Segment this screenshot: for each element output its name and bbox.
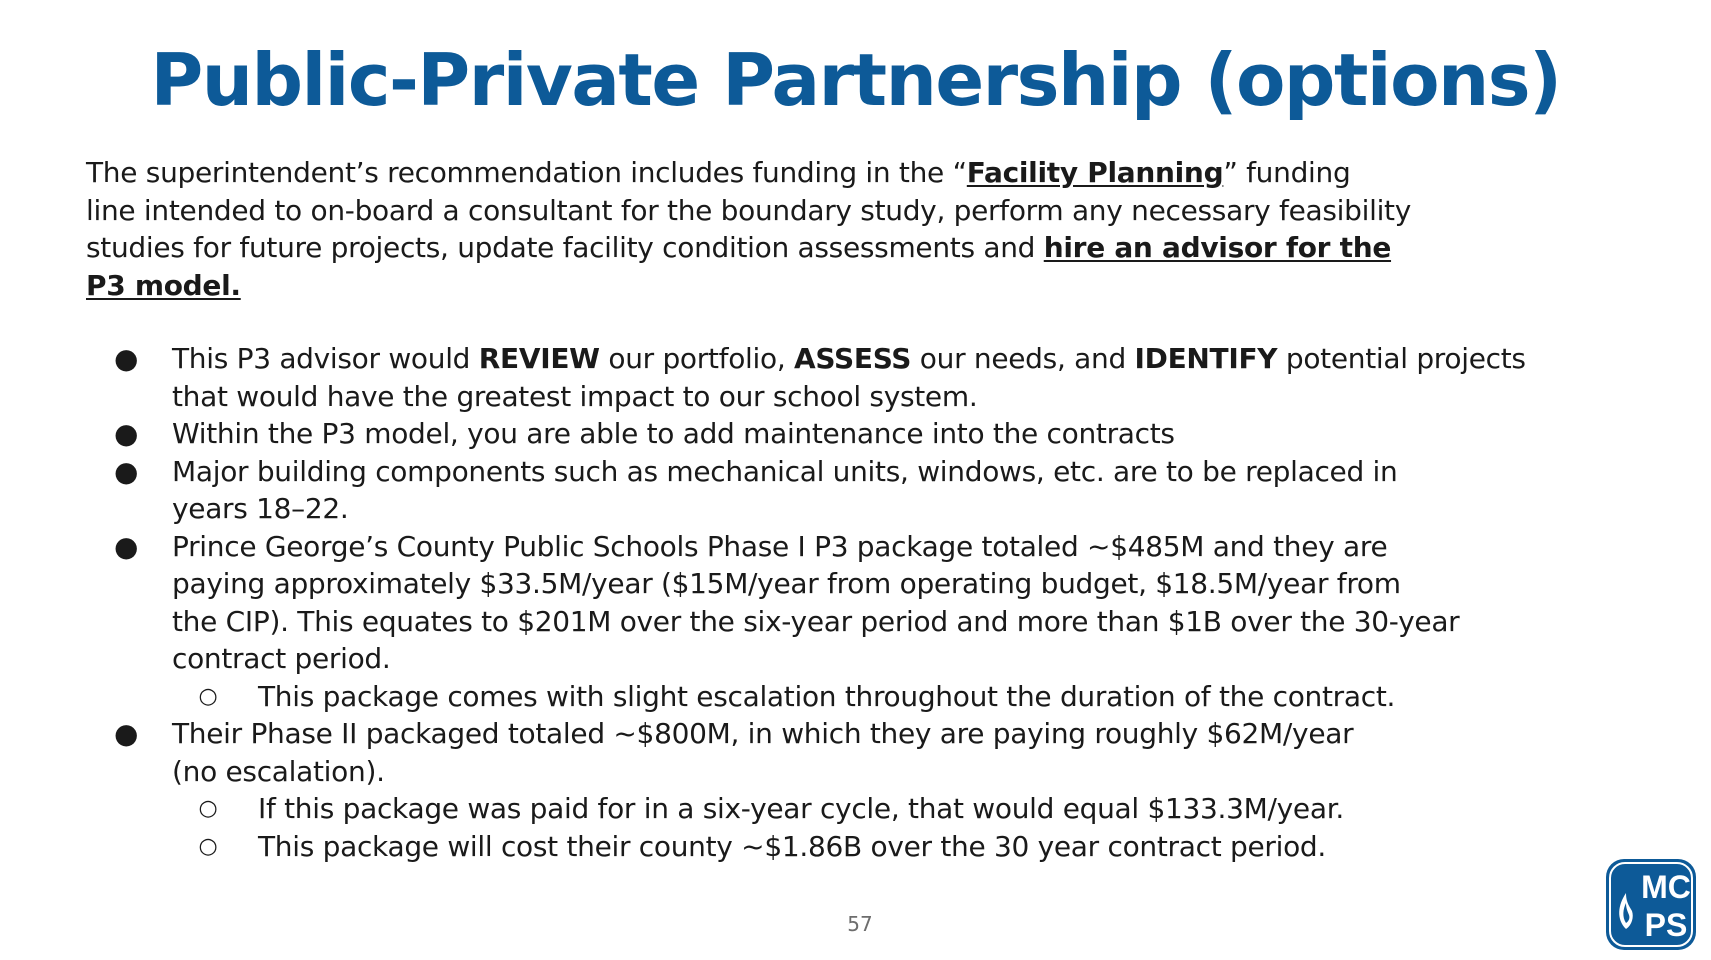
intro-text: ” funding — [1223, 156, 1351, 189]
bullet-item-phase-one — [86, 528, 1686, 678]
mcps-logo — [1604, 857, 1698, 952]
bullet-line: years 18–22. — [172, 492, 349, 525]
bullet-text: This P3 advisor would — [172, 342, 479, 375]
sub-bullet-line: This package comes with slight escalation throughout the duration of the contract. — [258, 679, 1396, 713]
bullet-item-advisor-review — [86, 340, 1686, 415]
bullet-line: that would have the greatest impact to our school system. — [172, 379, 978, 413]
bullet-item-phase-two — [86, 715, 1686, 790]
facility-planning-emphasis: Facility Planning — [966, 156, 1224, 189]
bullet-line: Within the P3 model, you are able to add maintenance into the contracts — [172, 417, 1175, 450]
bullet-list — [86, 340, 1686, 865]
bullet-line: the CIP). This equates to $201M over the six-year period and more than $1B over the 30-year — [172, 604, 1460, 638]
bullet-marker: ● — [114, 529, 139, 563]
bullet-marker: ● — [114, 717, 139, 750]
logo-text-bottom: PS — [1644, 907, 1688, 943]
sub-bullet-six-year — [86, 790, 1686, 828]
bullet-marker: ● — [114, 417, 139, 450]
intro-text: studies for future projects, update facility condition assessments and — [86, 231, 1044, 264]
sub-bullet-escalation — [86, 678, 1686, 716]
bullet-item-components — [86, 453, 1686, 528]
bullet-item-maintenance — [86, 415, 1686, 453]
intro-line-1 — [86, 154, 1646, 192]
bullet-line: paying approximately $33.5M/year ($15M/year from operating budget, $18.5M/year from — [172, 567, 1401, 600]
sub-bullet-thirty-year — [86, 828, 1686, 866]
slide-title: Public-Private Partnership (options) — [150, 38, 1561, 122]
intro-text: The superintendent’s recommendation includes funding in the “ — [86, 156, 967, 189]
bullet-line: Their Phase II packaged totaled ~$800M, in which they are paying roughly $62M/year — [172, 717, 1354, 750]
keyword-review: REVIEW — [478, 342, 600, 375]
intro-line-3 — [86, 229, 1646, 267]
intro-line-2: line intended to on-board a consultant for the boundary study, perform any necessary feasibility — [86, 193, 1412, 227]
keyword-identify: IDENTIFY — [1134, 342, 1278, 375]
bullet-line: Prince George’s County Public Schools Phase I P3 package totaled ~$485M and they are — [172, 529, 1388, 563]
page-number: 57 — [847, 912, 873, 936]
p3-model-emphasis: P3 model. — [86, 268, 241, 302]
intro-paragraph — [86, 154, 1646, 304]
bullet-line: Major building components such as mechanical units, windows, etc. are to be replaced in — [172, 454, 1398, 488]
bullet-line: (no escalation). — [172, 754, 385, 788]
bullet-line: contract period. — [172, 642, 391, 675]
sub-bullet-marker: ○ — [198, 833, 218, 859]
bullet-text: our portfolio, — [599, 342, 795, 375]
logo-text-top: MC — [1641, 869, 1691, 905]
bullet-marker: ● — [114, 454, 139, 488]
sub-bullet-marker: ○ — [198, 796, 218, 821]
bullet-marker: ● — [114, 342, 139, 375]
bullet-text: potential projects — [1277, 342, 1526, 375]
sub-bullet-marker: ○ — [198, 683, 218, 709]
bullet-text: our needs, and — [911, 342, 1135, 375]
keyword-assess: ASSESS — [794, 342, 912, 375]
advisor-emphasis: hire an advisor for the — [1043, 231, 1392, 264]
intro-line-4 — [86, 267, 1646, 305]
sub-bullet-line: If this package was paid for in a six-year cycle, that would equal $133.3M/year. — [258, 792, 1344, 825]
sub-bullet-line: This package will cost their county ~$1.86B over the 30 year contract period. — [258, 829, 1326, 863]
bullet-line — [172, 340, 1686, 378]
